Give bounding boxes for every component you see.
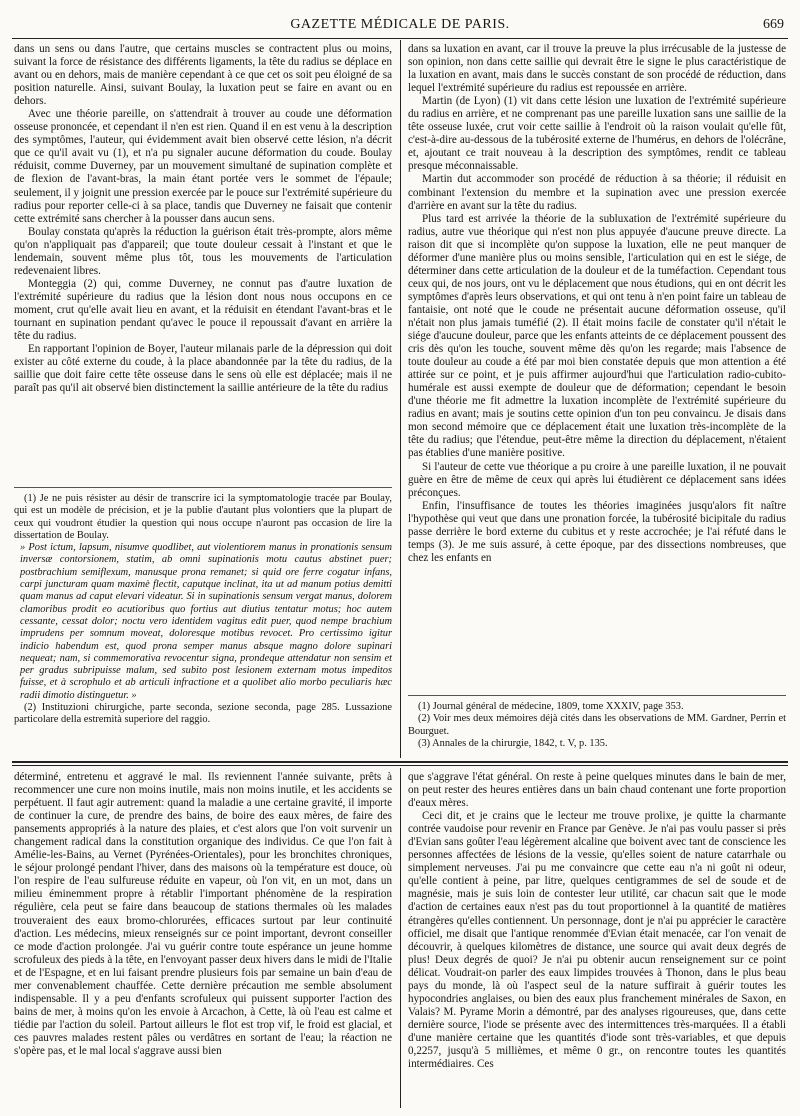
footnote: (1) Je ne puis résister au désir de transcrire ici la symptomatologie tracée par Boulay, qui est un modèle de précision, et je la publie d'autant plus volontiers que la plupart de ceux qui voudront étudier la question qui nous occupe n'auront pas occasion de lire la dissertation de Boulay.	[14, 493, 392, 541]
left-footnote-rule	[14, 487, 392, 488]
upper-column-divider	[400, 40, 401, 758]
paragraph: dans sa luxation en avant, car il trouve la preuve la plus irrécusable de la justesse de son opinion, non dans cette saillie qui devrait être le signe le plus caractéristique de la luxation en avant, mais dans le succès constant de son procédé de réduction, dans lequel l'extrémité supérieure du radius est repoussée en arrière.	[408, 43, 786, 95]
lower-right-column	[408, 771, 786, 1106]
page-number: 669	[763, 17, 784, 32]
upper-right-column	[408, 43, 786, 688]
section-rule-thin	[12, 765, 788, 766]
lower-column-divider	[400, 768, 401, 1108]
paragraph: Enfin, l'insuffisance de toutes les théories imaginées jusqu'alors fit naître l'hypothèse qui veut que dans une pronation forcée, la tubérosité bicipitale du radius passe derrière le bord externe du cubitus et y reste accrochée; je l'ai réfuté dans le temps (3). Je me suis assuré, à cette époque, par des dissections nombreuses, que chez les enfants en	[408, 499, 786, 564]
paragraph: dans un sens ou dans l'autre, que certains muscles se contractent plus ou moins, suivant la force de résistance des différents ligaments, la tête du radius se déplace en avant ou en dehors, mais de manière cependant à ce que cet os soit peu éloigné de sa position naturelle. Ainsi, suivant Boulay, la luxation peut se faire en avant ou en dehors.	[14, 43, 392, 108]
lower-left-column	[14, 771, 392, 1106]
paragraph: Monteggia (2) qui, comme Duverney, ne connut pas d'autre luxation de l'extrémité supérieure du radius que la lésion dont nous nous occupons en ce moment, crut qu'elle avait lieu en avant, et la réduisit en étendant l'avant-bras et le tournant en supination pendant qu'avec le pouce il repoussait d'avant en arrière la tête du radius.	[14, 277, 392, 343]
right-footnote-rule	[408, 695, 786, 696]
header-rule	[12, 38, 788, 39]
section-rule	[12, 761, 788, 763]
footnote-quotation: » Post ictum, lapsum, nisumve quodlibet, aut violentiorem manus in pronationis sensum inversæ contorsionem, statim, ab omni supinationis motu cautus abstinet puer; postbrachium semiflexum, manusque prona remanet; si quid ore ferre cogatur infans, carpi juncturam quam maximè flectit, caputque inclinat, ita ut ad manum potius demitti quam manus ad caput elevari videatur. Si in supinationis sensum vergat manus, dolorem clamoribus prodit eo acutioribus quo fortius aut diutius tentatur motus; hoc autem cessante, cessat dolor; noctu vero identidem vagitus edit puer, quod nempe brachium imprudens per somnum moveat, doloresque motibus revocet. Pro certissimo igitur indicio habendum est, quod prona semper manus absque magno dolore supinari nequeat; nam, si commemorativa revocentur signa, prondeque attendatur non sensim et per gradus subripuisse malum, sed subito post lesionem externam motus impeditos fuisse, et à scrophulo et ab articuli infractione et a quolibet alio morbo peculiaris hæc radii dimotio distinguetur. »	[20, 542, 392, 701]
paragraph: Plus tard est arrivée la théorie de la subluxation de l'extrémité supérieure du radius, autre vue théorique qui n'est non plus appuyée d'aucune preuve directe. La raison dit que si incomplète qu'on suppose la luxation, elle ne peut manquer de déformer d'une manière plus ou moins sensible, l'articulation qui en est le siége, de déterminer dans cette articulation de la douleur et de la tuméfaction. Cependant tous ceux qui, de nos jours, ont vu le déplacement que nous étudions, qui en ont décrit les symptômes d'après leurs observations, et qui ont tenu à n'en point faire un tableau de fantaisie, ont noté que le coude ne présentait aucune déformation osseuse, qu'il n'était non plus jamais tuméfié (2). Il était moins facile de constater qu'il n'était le siége d'aucune douleur, parce que les enfants atteints de ce déplacement poussent des cris dès qu'on les touche, souvent même dès qu'on les regarde; mais l'absence de toute douleur au coude a été par moi bien constatée depuis que mon attention a été attirée sur ce point, et je puis affirmer aujourd'hui que l'articulation radio-cubito-humérale est aussi exempte de douleur que de déformation; cependant le besoin d'une théorie me fit admettre la luxation incomplète de l'extrémité supérieure du radius en avant; mais je soutins cette opinion d'un ton peu convaincu. Je disais dans mon second mémoire que ce déplacement était une luxation très-incomplète de la tête du radius; que l'étendue, peut-être même la direction du déplacement, n'étaient pas établies d'une manière positive.	[408, 212, 786, 460]
footnote: (2) Instituzioni chirurgiche, parte seconda, sezione seconda, page 285. Lussazione particolare della estremità superiore del raggio.	[14, 702, 392, 726]
paragraph: Si l'auteur de cette vue théorique a pu croire à une pareille luxation, il ne pouvait guère en être de même de ceux qui après lui étudièrent ce déplacement sans idées préconçues.	[408, 460, 786, 499]
upper-left-column	[14, 43, 392, 481]
footnote: (3) Annales de la chirurgie, 1842, t. V, p. 135.	[418, 737, 608, 749]
paragraph: que s'aggrave l'état général. On reste à peine quelques minutes dans le bain de mer, on peut rester des heures entières dans un bain chaud contenant une forte proportion d'eaux mères.	[408, 771, 786, 810]
footnote: (2) Voir mes deux mémoires déjà cités dans les observations de MM. Gardner, Perrin et Bourguet.	[408, 713, 786, 737]
paragraph: Martin (de Lyon) (1) vit dans cette lésion une luxation de l'extrémité supérieure du radius en arrière, et ne comprenant pas une pareille luxation sans une saillie de la tête osseuse luxée, crut voir cette saillie à l'endroit où la raison voulait qu'elle fût, c'est-à-dire au-dessous de la tubérosité externe de l'humérus, en dehors de l'olécrâne, et, ajoutant ce trait nouveau à la description des symptômes, rendit ce tableau presque méconnaissable.	[408, 95, 786, 173]
paragraph: Avec une théorie pareille, on s'attendrait à trouver au coude une déformation osseuse prononcée, et cependant il n'en est rien. Quand il en est venu à la description des symptômes, l'auteur, qui évidemment avait bien observé cette lésion, n'a décrit que ce qu'il avait vu (1), et n'a pu signaler aucune déformation du coude. Boulay réduisit, comme Duverney, par un mouvement simultané de supination complète et de flexion de l'avant-bras, la main étant portée vers le sommet de l'épaule; seulement, il y joignit une pression exercée par le pouce sur l'extrémité supérieure du radius pour reporter celle-ci à sa place, tandis que Duverney ne faisait que contenir cette extrémité sans chercher à la pousser dans aucun sens.	[14, 108, 392, 225]
paragraph: Ceci dit, et je crains que le lecteur me trouve prolixe, je quitte la charmante contrée vaudoise pour revenir en France par Genève. Je n'ai pas voulu passer si près d'Evian sans goûter l'eau légèrement alcaline que boivent avec tant de conscience les personnes affectées de lésions de la vessie, qu'elles soient de nature catarrhale ou simplement nerveuses. J'ai pu me convaincre que cette eau n'a ni goût ni odeur, qu'elle contient à peine, par litre, quelques centigrammes de sel de soude et de magnésie, mais je suis loin de contester leur utilité, car chacun sait que le mode d'action de certaines eaux n'est pas du tout proportionnel à la quantité de matières étrangères qu'elles contiennent. Un personnage, dont je n'ai pu apprécier le caractère officiel, me disait que l'antique renommée d'Evian était menacée, car l'on venait de découvrir, à quelques kilomètres de distance, une source qui avait deux degrés de plus! Deux degrés de quoi? Je n'ai pu obtenir aucun renseignement sur ce point délicat. Voudrait-on parler des eaux limpides trouvées à Thonon, dans le plus beau pays du monde, là où l'aspect seul de la nature suffirait à guérir toutes les hypocondries anglaises, ou bien des eaux plus franchement minérales de Saxon, en Valais? M. Pyrame Morin a démontré, par des analyses rigoureuses, que, dans cette dernière source, l'iode se présente avec des intermittences très-marquées. Il a établi d'une manière certaine que les quantités d'iode sont très-variables, et que depuis 0,2257, jusqu'à 5 millièmes, et même 0 gr., on rencontre toutes les quantités intermédiaires. Ces	[408, 810, 786, 1071]
journal-title: GAZETTE MÉDICALE DE PARIS.	[290, 17, 510, 32]
paragraph: Martin dut accommoder son procédé de réduction à sa théorie; il réduisit en combinant l'extension du membre et la supination avec une pression exercée d'arrière en avant sur la tête du radius.	[408, 173, 786, 212]
page-header	[12, 10, 788, 36]
upper-left-footnotes	[14, 493, 392, 757]
paragraph: déterminé, entretenu et aggravé le mal. Ils reviennent l'année suivante, prêts à recommencer une cure non moins inutile, mais non moins inutile, et les accidents se perpétuent. Il faut agir autrement: quand la maladie a une certaine gravité, il importe de continuer la cure, de prendre des bains, de boire des eaux mères, de faire des pansements appropriés à la nature des plaies, et c'est alors que l'on voit survenir un changement radical dans la constitution organique des individus. Ce que l'on fait à Amélie-les-Bains, au Vernet (Pyrénées-Orientales), pour les bronchites chroniques, le séjour prolongé pendant l'hiver, dans des maisons où la température est douce, où l'on respire de l'eau sulfureuse réduite en vapeur, où l'on vit, en un mot, dans un milieu éminemment propre à rétablir l'important phénomène de la respiration régulière, cela peut se faire dans beaucoup de stations thermales où les malades trouveraient des eaux bromo-chlorurées, efficaces surtout par leur continuité d'action. Les médecins, mieux renseignés sur ce point important, devront conseiller ce mode d'action prolongée. J'ai vu guérir contre toute espérance un jeune homme scrofuleux des pieds à la tête, en l'envoyant passer deux hivers dans le midi de l'Italie et de l'Espagne, et en lui faisant prendre plusieurs fois par semaine un bain d'eau de mer convenablement chauffée. Cette dernière précaution me semble absolument indispensable. Il y a peu d'enfants scrofuleux qui puissent supporter l'action des bains de mer, à moins qu'on les envoie à Arcachon, à Cette, là où l'eau est calme et tiédie par l'action du soleil. Partout ailleurs le flot est trop vif, le froid est glacial, et ces pauvres malades restent pâles ou verdâtres en sortant de l'eau; la réaction ne s'opère pas, et le mal local s'aggrave aussi bien	[14, 771, 392, 1057]
footnote: (1) Journal général de médecine, 1809, tome XXXIV, page 353.	[418, 701, 684, 712]
upper-right-footnotes	[408, 701, 786, 757]
paragraph: En rapportant l'opinion de Boyer, l'auteur milanais parle de la dépression qui doit exister au côté externe du coude, à la place abandonnée par la tête du radius, de la saillie que doit faire cette tête osseuse dans le sens où elle est déplacée; mais il ne paraît pas qu'il ait observé bien distinctement la saillie antérieure de la tête du radius	[14, 343, 392, 395]
paragraph: Boulay constata qu'après la réduction la guérison était très-prompte, alors même qu'on n'appliquait pas d'appareil; que toute douleur cessait à l'instant et que le lendemain, souvent même plus tôt, tous les mouvements de l'articulation redevenaient libres.	[14, 225, 392, 277]
